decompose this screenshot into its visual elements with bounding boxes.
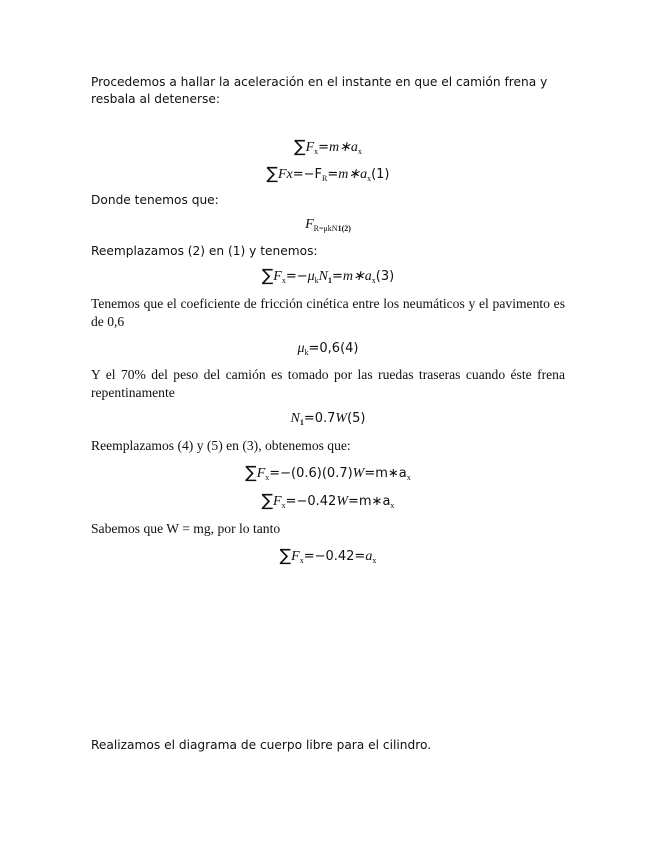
- eq3-sub4: 1: [337, 224, 342, 233]
- eq5-mu: μ: [297, 341, 305, 356]
- eq4-equals-2: =: [332, 269, 343, 284]
- sabemos-text: Sabemos que W = mg, por lo tanto: [91, 521, 281, 536]
- reemplazamos-2-text: Reemplazamos (4) y (5) en (3), obtenemos que:: [91, 438, 351, 453]
- eq2-mid-sub: R: [322, 174, 328, 183]
- equation-substituted: [91, 463, 565, 483]
- eq8-w: W: [336, 494, 348, 509]
- eq6-w: W: [335, 411, 348, 426]
- eq9-sub: x: [299, 556, 304, 565]
- final-text: Realizamos el diagrama de cuerpo libre para el cilindro.: [91, 738, 432, 752]
- donde-text: Donde tenemos que:: [91, 193, 219, 207]
- sigma-symbol: ∑: [245, 463, 257, 483]
- eq4-mu-sub: k: [314, 276, 319, 285]
- eq5-tag: (4): [340, 341, 359, 356]
- eq1-rhs-sub: x: [357, 147, 362, 156]
- eq7-expr: =−(0.6)(0.7): [269, 466, 353, 481]
- eq3-tag: (2): [341, 224, 351, 233]
- eq2-rhs: m∗a: [338, 167, 368, 182]
- eq3-sub3: N: [331, 224, 338, 233]
- sigma-symbol: ∑: [279, 546, 292, 566]
- eq4-tag: (3): [375, 269, 395, 284]
- eq2-equals: =: [292, 167, 304, 182]
- reemplazamos-1-text: Reemplazamos (2) en (1) y tenemos:: [91, 244, 318, 258]
- eq8-var: F: [273, 494, 282, 509]
- eq9-a-sub: x: [372, 556, 377, 565]
- coeficiente-paragraph: Tenemos que el coeficiente de fricción cinética entre los neumáticos y el pavimento es de 0,6: [91, 296, 565, 329]
- intro-paragraph: Procedemos a hallar la aceleración en el instante en que el camión frena y resbala al detenerse:: [91, 75, 548, 106]
- equation-sum-forces: [91, 137, 565, 157]
- eq4-n-sub: 1: [328, 276, 333, 285]
- equation-4: [91, 339, 565, 357]
- eq4-var: F: [273, 269, 282, 284]
- eq9-expr: =−0.42=: [303, 549, 366, 564]
- eq1-var: F: [305, 140, 315, 155]
- eq5-mu-sub: k: [304, 348, 309, 357]
- eq7-w: W: [352, 466, 365, 481]
- eq4-sub: x: [281, 276, 286, 285]
- eq2-tag: (1): [371, 167, 390, 182]
- eq2-mid: −F: [303, 167, 322, 182]
- eq4-mu: μ: [307, 269, 315, 284]
- sigma-symbol: ∑: [261, 266, 274, 286]
- equation-2: [91, 215, 565, 233]
- equation-5: [91, 409, 565, 427]
- eq4-n: N: [318, 269, 329, 284]
- eq6-tag: (5): [347, 411, 366, 426]
- sigma-symbol: ∑: [294, 137, 306, 157]
- eq7-var: F: [256, 466, 266, 481]
- eq7-sub: x: [265, 473, 270, 482]
- eq7-rhs-sub: x: [406, 473, 411, 482]
- eq5-value: =0,6: [308, 341, 341, 356]
- eq8-rhs: =m∗a: [348, 494, 391, 509]
- eq6-value: =0.7: [303, 411, 336, 426]
- eq2-rhs-sub: x: [367, 174, 372, 183]
- eq8-expr: =−0.42: [285, 494, 337, 509]
- eq6-n: N: [290, 411, 300, 426]
- eq3-sub: R=μ: [313, 224, 328, 233]
- eq8-sub: x: [281, 501, 286, 510]
- peso-paragraph: Y el 70% del peso del camión es tomado por las ruedas traseras cuando éste frena repentinamente: [91, 367, 565, 400]
- equation-simplified: [91, 491, 565, 511]
- eq1-sub: x: [314, 147, 319, 156]
- eq9-var: F: [291, 549, 300, 564]
- eq9-a: a: [365, 549, 373, 564]
- eq4-rhs: m∗a: [342, 269, 372, 284]
- equation-final: [91, 546, 565, 566]
- eq3-sub2: k: [327, 224, 332, 233]
- eq2-var: Fx: [277, 167, 293, 182]
- equation-1: [91, 164, 565, 184]
- eq7-rhs: =m∗a: [364, 466, 407, 481]
- eq6-n-sub: 1: [299, 418, 304, 427]
- eq1-rhs: m∗a: [329, 140, 358, 155]
- eq1-equals: =: [318, 140, 330, 155]
- equation-3: [91, 266, 565, 286]
- sigma-symbol: ∑: [261, 491, 274, 511]
- eq3-var: F: [305, 217, 314, 232]
- eq2-equals-2: =: [327, 167, 339, 182]
- sigma-symbol: ∑: [266, 164, 278, 184]
- eq4-equals: =−: [285, 269, 308, 284]
- eq8-rhs-sub: x: [390, 501, 395, 510]
- eq4-rhs-sub: x: [371, 276, 376, 285]
